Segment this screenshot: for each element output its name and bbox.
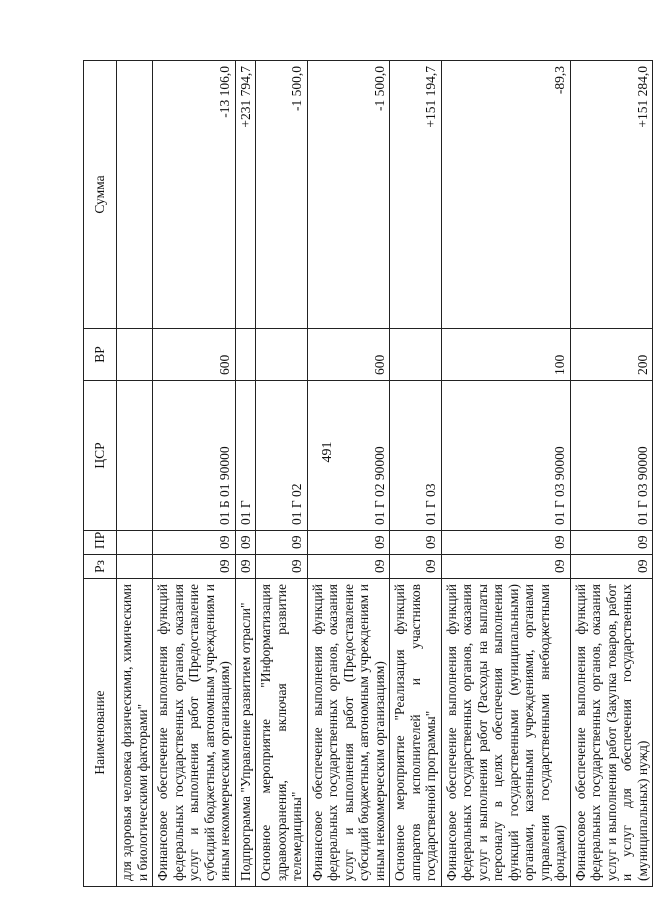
row-sum: -1 500,0: [307, 61, 390, 329]
table-row: [390, 61, 442, 887]
row-csr: 01 Г: [235, 381, 256, 531]
table-row: [570, 61, 653, 887]
table-row: [117, 61, 153, 887]
row-pr: 09: [390, 531, 442, 555]
row-pr: 09: [307, 531, 390, 555]
row-vr: [117, 329, 153, 381]
row-vr: 100: [441, 329, 570, 381]
row-name: Основное мероприятие "Информатизация здравоохранения, включая развитие телемедицины": [256, 579, 308, 887]
row-sum: +151 284,0: [570, 61, 653, 329]
row-csr: 01 Б 01 90000: [153, 381, 236, 531]
rotated-page-content: [83, 60, 650, 887]
row-pr: 09: [441, 531, 570, 555]
row-csr: 01 Г 02 90000: [307, 381, 390, 531]
row-pr: 09: [153, 531, 236, 555]
row-rz: 09: [235, 555, 256, 579]
row-name: Основное мероприятие "Реализация функций аппаратов исполнителей и участников государственной программы": [390, 579, 442, 887]
row-name: Финансовое обеспечение выполнения функций федеральных государственных органов, оказания услуг и выполнения работ (Закупка товаров, работ и услуг для обеспечения государственных (муниципальных) нужд): [570, 579, 653, 887]
row-sum: +231 794,7: [235, 61, 256, 329]
row-rz: 09: [570, 555, 653, 579]
row-vr: [390, 329, 442, 381]
row-name: Финансовое обеспечение выполнения функций федеральных государственных органов, оказания услуг и выполнения работ (Предоставление субсидий бюджетным, автономным учреждениям и иным некоммерческим организациям): [153, 579, 236, 887]
page-number: 491: [320, 441, 335, 463]
row-sum: -89,3: [441, 61, 570, 329]
row-name: для здоровья человека физическими, химическими и биологическими факторами": [117, 579, 153, 887]
row-rz: [117, 555, 153, 579]
header-rz: Рз: [84, 555, 117, 579]
header-csr: ЦСР: [84, 381, 117, 531]
table-row: [235, 61, 256, 887]
header-pr: ПР: [84, 531, 117, 555]
row-csr: 01 Г 03: [390, 381, 442, 531]
header-sum: Сумма: [84, 61, 117, 329]
row-name: Финансовое обеспечение выполнения функций федеральных государственных органов, оказания услуг и выполнения работ (Расходы на выплаты персоналу в целях обеспечения выполнения функций государственными (муниципальными) органами, казенными учреждениями, органами управления государственными внебюджетными фондами): [441, 579, 570, 887]
row-sum: [117, 61, 153, 329]
table-header-row: [84, 61, 117, 887]
row-csr: 01 Г 03 90000: [441, 381, 570, 531]
row-sum: +151 194,7: [390, 61, 442, 329]
table-row: [307, 61, 390, 887]
row-name: Подпрограмма "Управление развитием отрасли": [235, 579, 256, 887]
row-vr: 200: [570, 329, 653, 381]
row-pr: [117, 531, 153, 555]
row-rz: 09: [307, 555, 390, 579]
row-vr: 600: [307, 329, 390, 381]
row-rz: 09: [441, 555, 570, 579]
row-pr: 09: [570, 531, 653, 555]
row-rz: 09: [153, 555, 236, 579]
row-pr: 09: [235, 531, 256, 555]
header-vr: ВР: [84, 329, 117, 381]
row-csr: 01 Г 03 90000: [570, 381, 653, 531]
row-vr: 600: [153, 329, 236, 381]
row-csr: [117, 381, 153, 531]
table-row: [256, 61, 308, 887]
row-sum: -1 500,0: [256, 61, 308, 329]
row-vr: [235, 329, 256, 381]
budget-table: [83, 60, 653, 887]
table-row: [441, 61, 570, 887]
header-name: Наименование: [84, 579, 117, 887]
table-row: [153, 61, 236, 887]
row-csr: 01 Г 02: [256, 381, 308, 531]
row-vr: [256, 329, 308, 381]
row-sum: -13 106,0: [153, 61, 236, 329]
row-rz: 09: [390, 555, 442, 579]
row-pr: 09: [256, 531, 308, 555]
row-rz: 09: [256, 555, 308, 579]
row-name: Финансовое обеспечение выполнения функций федеральных государственных органов, оказания услуг и выполнения работ (Предоставление субсидий бюджетным, автономным учреждениям и иным некоммерческим организациям): [307, 579, 390, 887]
